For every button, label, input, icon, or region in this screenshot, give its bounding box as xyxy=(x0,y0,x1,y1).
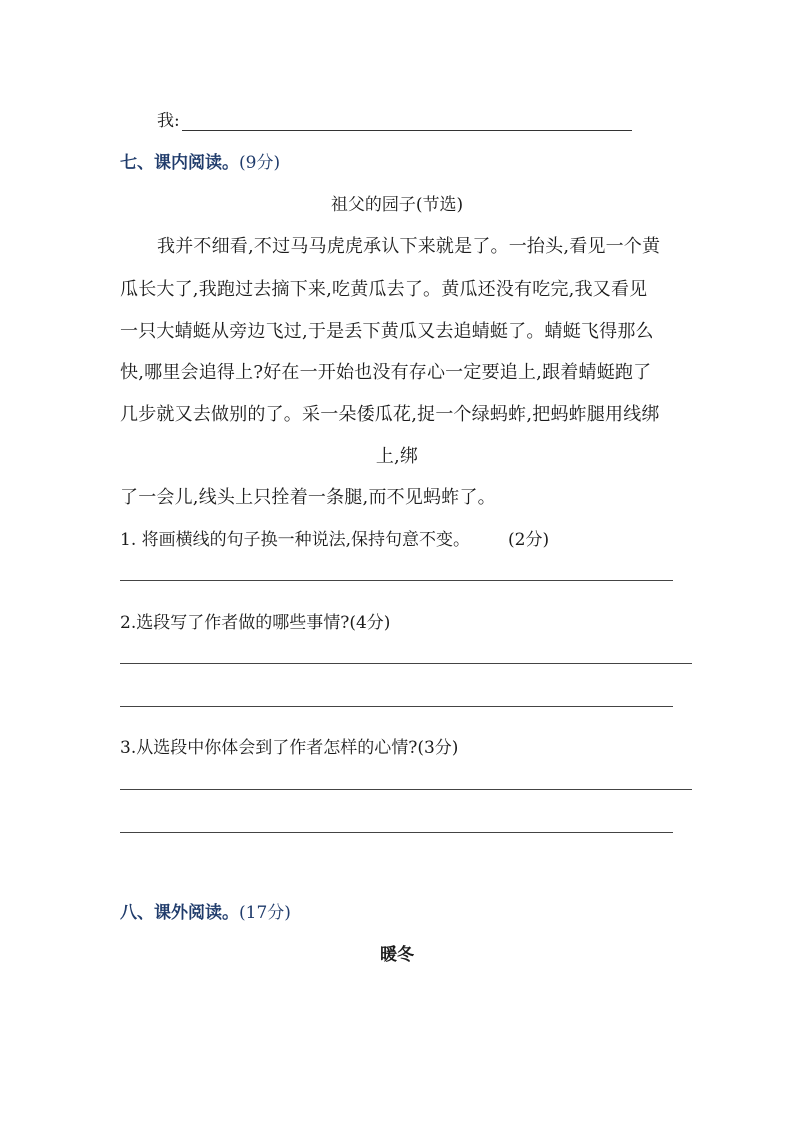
question-1-text: 1. 将画横线的句子换一种说法,保持句意不变。 xyxy=(120,530,471,550)
question-1 xyxy=(120,525,549,550)
section-7-points: (9分) xyxy=(239,153,281,173)
section-7-heading-text: 七、课内阅读。 xyxy=(120,153,239,173)
prompt-label: 我: xyxy=(157,111,180,131)
passage-line-2: 瓜长大了,我跑过去摘下来,吃黄瓜去了。黄瓜还没有吃完,我又看见 xyxy=(120,279,648,300)
section-8-passage-title: 暖冬 xyxy=(380,945,414,965)
passage-fragment: 上,绑 xyxy=(375,446,419,467)
passage-line-6: 了一会儿,线头上只拴着一条腿,而不见蚂蚱了。 xyxy=(120,487,496,508)
section-8-heading xyxy=(120,898,291,923)
top-answer-prompt xyxy=(157,106,632,131)
section-8-points: (17分) xyxy=(239,903,291,923)
question-2-answer-line-1[interactable] xyxy=(120,663,692,664)
question-3-answer-line-2[interactable] xyxy=(120,832,673,833)
question-3: 3.从选段中你体会到了作者怎样的心情?(3分) xyxy=(120,738,459,758)
passage-line-3: 一只大蜻蜓从旁边飞过,于是丢下黄瓜又去追蜻蜓了。蜻蜓飞得那么 xyxy=(120,321,654,342)
section-7-heading xyxy=(120,148,280,173)
passage-line-1: 我并不细看,不过马马虎虎承认下来就是了。一抬头,看见一个黄 xyxy=(157,236,661,257)
question-1-points: (2分) xyxy=(508,530,550,550)
passage-line-4: 快,哪里会追得上?好在一开始也没有存心一定要追上,跟着蜻蜓跑了 xyxy=(120,362,652,383)
answer-blank[interactable] xyxy=(182,112,632,131)
section-8-heading-text: 八、课外阅读。 xyxy=(120,903,239,923)
question-3-answer-line-1[interactable] xyxy=(120,789,692,790)
question-2: 2.选段写了作者做的哪些事情?(4分) xyxy=(120,613,391,633)
question-1-answer-line[interactable] xyxy=(120,580,673,581)
passage-title: 祖父的园子(节选) xyxy=(330,195,464,215)
question-2-answer-line-2[interactable] xyxy=(120,706,673,707)
passage-line-5: 几步就又去做别的了。采一朵倭瓜花,捉一个绿蚂蚱,把蚂蚱腿用线绑 xyxy=(120,404,660,425)
